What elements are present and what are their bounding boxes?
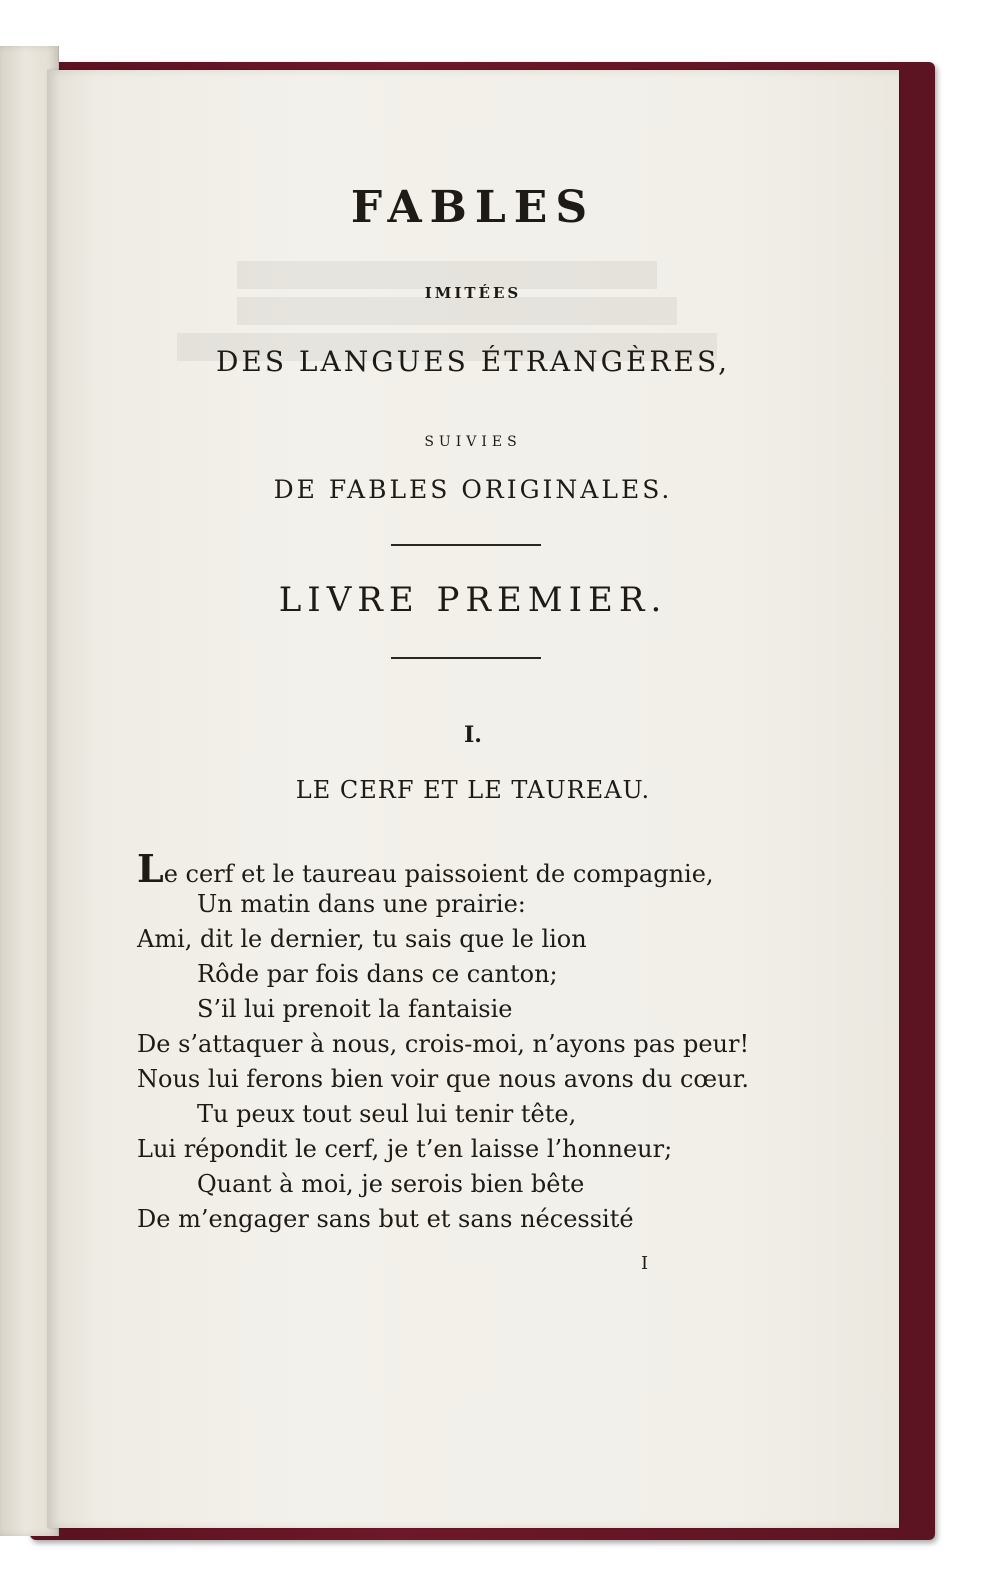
- fable-title: LE CERF ET LE TAUREAU.: [295, 776, 651, 804]
- show-through-decoration: [157, 255, 717, 685]
- book-section-heading: LIVRE PREMIER.: [278, 580, 668, 620]
- poem-line: Ami, dit le dernier, tu sais que le lion: [137, 925, 587, 953]
- poem-line: De s’attaquer à nous, crois-moi, n’ayons pas peur!: [137, 1030, 750, 1058]
- poem-line: Lui répondit le cerf, je t’en laisse l’honneur;: [137, 1135, 673, 1163]
- poem-line: Tu peux tout seul lui tenir tête,: [197, 1100, 577, 1128]
- poem-line: Le cerf et le taureau paissoient de compagnie,: [137, 846, 714, 891]
- divider-rule: [391, 657, 541, 659]
- poem-line: Nous lui ferons bien voir que nous avons du cœur.: [137, 1065, 750, 1093]
- book-title: FABLES: [350, 182, 596, 233]
- subtitle-suivies: SUIVIES: [424, 434, 522, 450]
- fable-number: I.: [464, 722, 482, 748]
- subtitle-langues: DES LANGUES ÉTRANGÈRES,: [215, 345, 731, 378]
- poem-line: S’il lui prenoit la fantaisie: [197, 995, 513, 1023]
- page-signature: I: [641, 1253, 649, 1274]
- drop-cap: L: [137, 846, 164, 891]
- title-page: [47, 70, 899, 1528]
- poem-line: Un matin dans une prairie:: [197, 890, 526, 918]
- subtitle-imitees: IMITÉES: [424, 284, 522, 302]
- poem-line: Quant à moi, je serois bien bête: [197, 1170, 585, 1198]
- poem-line: De m’engager sans but et sans nécessité: [137, 1205, 634, 1233]
- poem-line: Rôde par fois dans ce canton;: [197, 960, 558, 988]
- divider-rule: [391, 544, 541, 546]
- subtitle-originales: DE FABLES ORIGINALES.: [273, 475, 673, 504]
